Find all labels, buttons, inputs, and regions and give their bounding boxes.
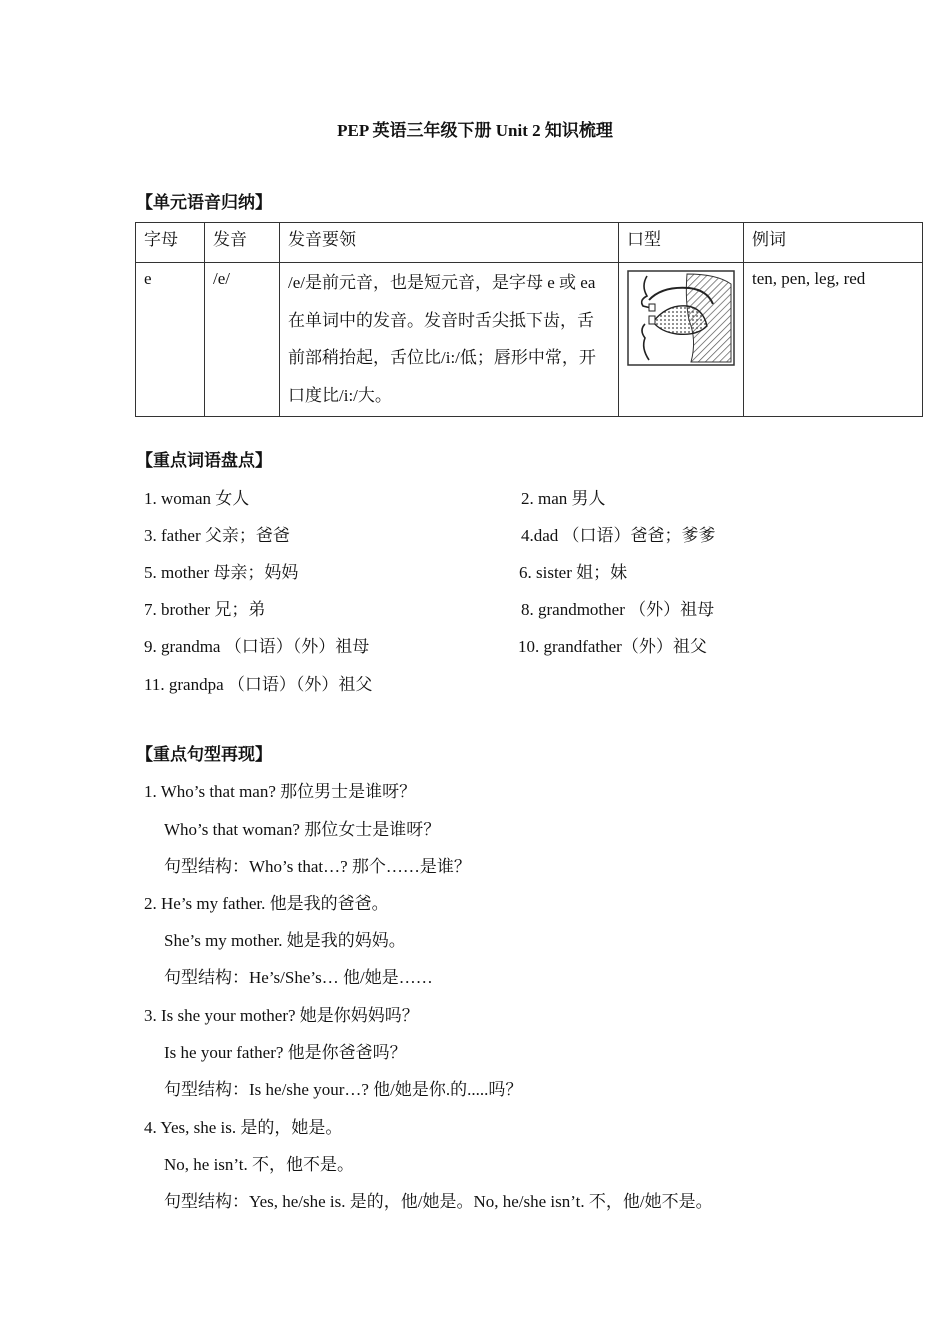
- vocab-item: 1. woman 女人: [144, 489, 250, 508]
- cell-sound: /e/: [205, 263, 280, 417]
- cell-tips: /e/是前元音，也是短元音，是字母 e 或 ea 在单词中的发音。发音时舌尖抵下齿，舌前部稍抬起，舌位比/i:/低；唇形中常，开口度比/i:/大。: [280, 263, 619, 417]
- vocab-item: 5. mother 母亲；妈妈: [144, 563, 299, 582]
- sentence-line: 2. He’s my father. 他是我的爸爸。: [144, 894, 389, 913]
- cell-letter: e: [136, 263, 205, 417]
- col-header-letter: 字母: [136, 223, 205, 263]
- sentence-line: 4. Yes, she is. 是的，她是。: [144, 1118, 343, 1137]
- sentence-line: Who’s that woman? 那位女士是谁呀？: [164, 820, 441, 839]
- vocab-item: 9. grandma （口语）（外）祖母: [144, 637, 370, 656]
- col-header-sound: 发音: [205, 223, 280, 263]
- sentences-heading: 【重点句型再现】: [136, 745, 272, 764]
- sentence-structure: 句型结构：He’s/She’s… 他/她是……: [164, 968, 433, 987]
- vocab-item: 11. grandpa （口语）（外）祖父: [144, 675, 373, 694]
- vocab-item: 2. man 男人: [521, 489, 606, 508]
- vocab-item: 7. brother 兄；弟: [144, 600, 266, 619]
- vocab-item: 6. sister 姐；妹: [519, 563, 628, 582]
- phonics-heading: 【单元语音归纳】: [136, 193, 272, 212]
- sentence-line: 3. Is she your mother? 她是你妈妈吗？: [144, 1006, 419, 1025]
- col-header-mouth: 口型: [619, 223, 744, 263]
- sentence-line: 1. Who’s that man? 那位男士是谁呀？: [144, 782, 417, 801]
- vocab-item: 3. father 父亲；爸爸: [144, 526, 290, 545]
- sentence-line: No, he isn’t. 不，他不是。: [164, 1155, 354, 1174]
- col-header-examples: 例词: [744, 223, 923, 263]
- vocab-item: 8. grandmother （外）祖母: [521, 600, 715, 619]
- sentence-structure: 句型结构：Is he/she your…? 他/她是你.的.....吗？: [164, 1080, 523, 1099]
- sentence-line: She’s my mother. 她是我的妈妈。: [164, 931, 406, 950]
- phonics-row: [136, 263, 923, 417]
- phonics-table-header: [136, 223, 923, 263]
- sentence-structure: 句型结构：Who’s that…? 那个……是谁？: [164, 857, 471, 876]
- sentence-line: Is he your father? 他是你爸爸吗？: [164, 1043, 407, 1062]
- vocab-heading: 【重点词语盘点】: [136, 451, 272, 470]
- cell-examples: ten, pen, leg, red: [744, 263, 923, 417]
- vocab-item: 4.dad （口语）爸爸；爹爹: [521, 526, 716, 545]
- sentence-structure: 句型结构：Yes, he/she is. 是的，他/她是。No, he/she isn’t. 不，他/她不是。: [164, 1192, 713, 1211]
- vocab-item: 10. grandfather（外）祖父: [518, 637, 707, 656]
- phonics-table: [135, 222, 923, 417]
- col-header-tips: 发音要领: [280, 223, 619, 263]
- mouth-diagram-icon: [627, 270, 735, 366]
- cell-mouth: [619, 263, 744, 417]
- page-title: PEP 英语三年级下册 Unit 2 知识梳理: [337, 121, 613, 140]
